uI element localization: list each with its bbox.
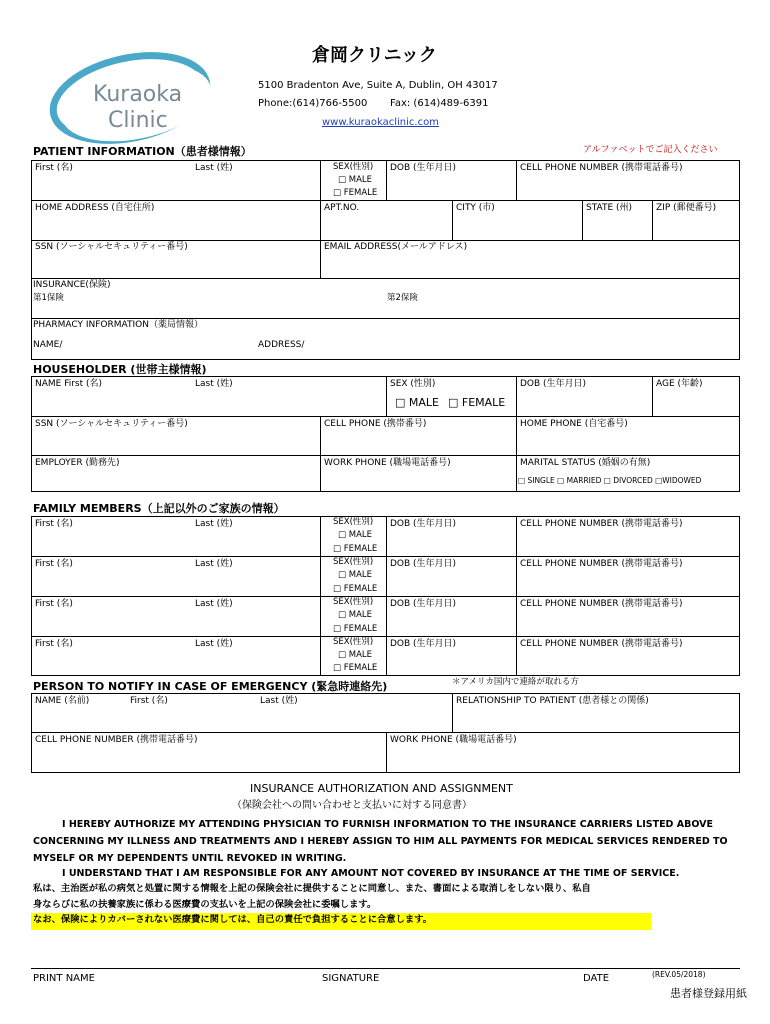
householder-cell-label: CELL PHONE (携帯番号) — [324, 419, 427, 429]
householder-employer-label: EMPLOYER (勤務先) — [35, 458, 120, 468]
family-first-label: First (名) — [35, 639, 73, 649]
clinic-fax: Fax: (614)489-6391 — [390, 98, 489, 109]
authorization-jp-line1: 私は、主治医が私の病気と処置に関する情報を上記の保険会社に提供することに同意し、また、書面による取消しをしない限り、私自 — [33, 883, 591, 894]
family-male-checkbox[interactable]: □ MALE — [338, 650, 372, 660]
patient-city-label: CITY (市) — [456, 203, 495, 213]
family-dob-label: DOB (生年月日) — [390, 639, 457, 649]
signature-label: SIGNATURE — [322, 973, 380, 984]
logo-text-line1: Kuraoka — [93, 82, 183, 107]
logo-text-line2: Clinic — [108, 108, 168, 133]
family-section-heading: FAMILY MEMBERS（上記以外のご家族の情報） — [33, 502, 285, 515]
pharmacy-address-label: ADDRESS/ — [258, 340, 305, 350]
clinic-website-link[interactable]: www.kuraokaclinic.com — [322, 117, 439, 128]
patient-email-label: EMAIL ADDRESS(メールアドレス) — [324, 242, 468, 252]
patient-ssn-label: SSN (ソーシャルセキュリティー番号) — [35, 242, 188, 252]
family-cell-label: CELL PHONE NUMBER (携帯電話番号) — [520, 599, 683, 609]
emergency-name-label: NAME (名前) — [35, 696, 90, 706]
authorization-line2: CONCERNING MY ILLNESS AND TREATMENTS AND I HEREBY ASSIGN TO HIM ALL PAYMENTS FOR MEDICAL SERVICES RENDERED TO — [33, 836, 728, 847]
householder-marital-options[interactable]: □ SINGLE □ MARRIED □ DIVORCED □WIDOWED — [518, 476, 702, 485]
authorization-title-jp: （保険会社への問い合わせと支払いに対する同意書） — [232, 800, 472, 811]
revision-label: (REV.05/2018) — [652, 970, 706, 979]
family-male-checkbox[interactable]: □ MALE — [338, 570, 372, 580]
householder-first-label: NAME First (名) — [35, 379, 103, 389]
emergency-note: ＊アメリカ国内で連絡が取れる方 — [452, 677, 579, 687]
householder-sex-label: SEX (性別) — [390, 379, 436, 389]
authorization-line4: I UNDERSTAND THAT I AM RESPONSIBLE FOR ANY AMOUNT NOT COVERED BY INSURANCE AT THE TIME OF SERVICE. — [62, 868, 680, 879]
pharmacy-info-label: PHARMACY INFORMATION（薬局情報） — [33, 320, 203, 330]
authorization-line3: MYSELF OR MY DEPENDENTS UNTIL REVOKED IN WRITING. — [33, 853, 347, 864]
patient-male-checkbox[interactable]: □ MALE — [338, 175, 372, 185]
patient-primary-insurance-label: 第1保険 — [33, 293, 64, 303]
patient-female-checkbox[interactable]: □ FEMALE — [333, 188, 378, 198]
authorization-line1: I HEREBY AUTHORIZE MY ATTENDING PHYSICIAN TO FURNISH INFORMATION TO THE INSURANCE CARRIERS LISTED ABOVE — [62, 819, 714, 830]
patient-secondary-insurance-label: 第2保険 — [387, 293, 418, 303]
print-name-label: PRINT NAME — [33, 973, 95, 984]
patient-insurance-label: INSURANCE(保険) — [33, 280, 111, 290]
family-last-label: Last (姓) — [195, 559, 233, 569]
family-cell-label: CELL PHONE NUMBER (携帯電話番号) — [520, 519, 683, 529]
family-last-label: Last (姓) — [195, 599, 233, 609]
householder-work-phone-label: WORK PHONE (職場電話番号) — [324, 458, 451, 468]
householder-dob-label: DOB (生年月日) — [520, 379, 587, 389]
family-female-checkbox[interactable]: □ FEMALE — [333, 663, 378, 673]
pharmacy-name-label: NAME/ — [33, 340, 63, 350]
signature-line — [31, 968, 740, 969]
family-last-label: Last (姓) — [195, 639, 233, 649]
clinic-logo — [48, 50, 228, 150]
family-sex-label: SEX(性別) — [333, 637, 374, 647]
family-cell-label: CELL PHONE NUMBER (携帯電話番号) — [520, 559, 683, 569]
form-name-label: 患者様登録用紙 — [670, 987, 747, 1000]
family-female-checkbox[interactable]: □ FEMALE — [333, 544, 378, 554]
householder-male-checkbox[interactable]: □ MALE — [395, 396, 439, 409]
emergency-first-label: First (名) — [130, 696, 168, 706]
authorization-title-en: INSURANCE AUTHORIZATION AND ASSIGNMENT — [250, 782, 513, 795]
family-dob-label: DOB (生年月日) — [390, 599, 457, 609]
patient-sex-label: SEX(性別) — [333, 162, 374, 172]
patient-section-heading: PATIENT INFORMATION（患者様情報） — [33, 145, 252, 158]
householder-last-label: Last (姓) — [195, 379, 233, 389]
emergency-relationship-label: RELATIONSHIP TO PATIENT (患者様との関係) — [456, 696, 649, 706]
family-female-checkbox[interactable]: □ FEMALE — [333, 624, 378, 634]
patient-last-label: Last (姓) — [195, 163, 233, 173]
householder-age-label: AGE (年齢) — [656, 379, 703, 389]
family-sex-label: SEX(性別) — [333, 557, 374, 567]
alphabet-note: アルファベットでご記入ください — [583, 145, 718, 155]
householder-ssn-label: SSN (ソーシャルセキュリティー番号) — [35, 419, 188, 429]
family-dob-label: DOB (生年月日) — [390, 559, 457, 569]
clinic-title: 倉岡クリニック — [312, 45, 437, 66]
patient-dob-label: DOB (生年月日) — [390, 163, 457, 173]
family-cell-label: CELL PHONE NUMBER (携帯電話番号) — [520, 639, 683, 649]
patient-first-label: First (名) — [35, 163, 73, 173]
patient-apt-label: APT.NO. — [324, 203, 360, 213]
family-last-label: Last (姓) — [195, 519, 233, 529]
family-first-label: First (名) — [35, 519, 73, 529]
family-sex-label: SEX(性別) — [333, 517, 374, 527]
family-first-label: First (名) — [35, 559, 73, 569]
householder-marital-label: MARITAL STATUS (婚姻の有無) — [520, 458, 651, 468]
emergency-section-heading: PERSON TO NOTIFY IN CASE OF EMERGENCY (緊急時連絡先) — [33, 680, 388, 693]
clinic-phone: Phone:(614)766-5500 — [258, 98, 368, 109]
clinic-address: 5100 Bradenton Ave, Suite A, Dublin, OH 43017 — [258, 80, 498, 91]
householder-female-checkbox[interactable]: □ FEMALE — [448, 396, 506, 409]
patient-state-label: STATE (州) — [586, 203, 633, 213]
householder-home-phone-label: HOME PHONE (自宅番号) — [520, 419, 628, 429]
patient-home-address-label: HOME ADDRESS (自宅住所) — [35, 203, 155, 213]
family-female-checkbox[interactable]: □ FEMALE — [333, 584, 378, 594]
authorization-jp-line2: 身ならびに私の扶養家族に係わる医療費の支払いを上記の保険会社に委嘱します。 — [33, 899, 377, 910]
family-male-checkbox[interactable]: □ MALE — [338, 530, 372, 540]
emergency-cell-label: CELL PHONE NUMBER (携帯電話番号) — [35, 735, 198, 745]
emergency-work-phone-label: WORK PHONE (職場電話番号) — [390, 735, 517, 745]
family-male-checkbox[interactable]: □ MALE — [338, 610, 372, 620]
family-sex-label: SEX(性別) — [333, 597, 374, 607]
date-label: DATE — [583, 973, 610, 984]
patient-cell-label: CELL PHONE NUMBER (携帯電話番号) — [520, 163, 683, 173]
family-first-label: First (名) — [35, 599, 73, 609]
authorization-jp-line3: なお、保険によりカバーされない医療費に関しては、自己の責任で負担することに合意します。 — [33, 914, 433, 925]
emergency-last-label: Last (姓) — [260, 696, 298, 706]
family-dob-label: DOB (生年月日) — [390, 519, 457, 529]
householder-section-heading: HOUSEHOLDER (世帯主様情報) — [33, 363, 207, 376]
patient-zip-label: ZIP (郵便番号) — [656, 203, 717, 213]
